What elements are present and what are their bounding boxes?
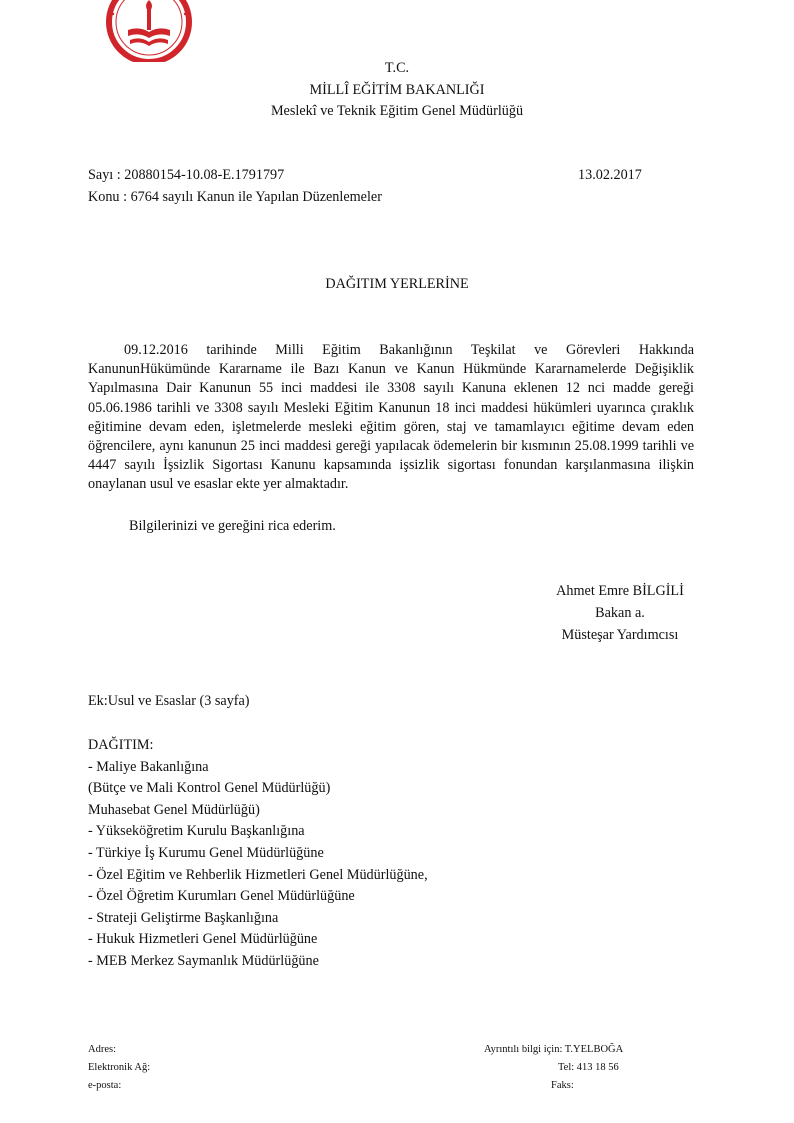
distribution-list	[88, 735, 428, 973]
attachment-note: Ek:Usul ve Esaslar (3 sayfa)	[88, 693, 250, 709]
footer-fax: Faks:	[551, 1080, 574, 1091]
ministry-logo	[104, 0, 194, 62]
footer-contact: Ayrıntılı bilgi için: T.YELBOĞA	[484, 1044, 624, 1055]
directorate-name: Meslekî ve Teknik Eğitim Genel Müdürlüğü	[270, 103, 524, 119]
signatory-role: Bakan a.	[595, 605, 645, 621]
footer-phone: Tel: 413 18 56	[558, 1062, 619, 1073]
ministry-name: MİLLÎ EĞİTİM BAKANLIĞI	[309, 82, 485, 98]
list-item: (Bütçe ve Mali Kontrol Genel Müdürlüğü)	[88, 780, 331, 797]
body-paragraph	[88, 341, 694, 495]
list-item: - Özel Eğitim ve Rehberlik Hizmetleri Genel Müdürlüğüne,	[88, 866, 428, 883]
footer-email: e-posta:	[88, 1080, 122, 1091]
list-item: - Özel Öğretim Kurumları Genel Müdürlüğüne	[88, 888, 355, 905]
distribution-title: DAĞITIM:	[88, 737, 154, 753]
list-item: - Türkiye İş Kurumu Genel Müdürlüğüne	[88, 844, 324, 861]
document-date: 13.02.2017	[578, 167, 642, 183]
list-item: - Hukuk Hizmetleri Genel Müdürlüğüne	[88, 931, 318, 948]
signatory-name: Ahmet Emre BİLGİLİ	[556, 583, 684, 599]
signatory-title: Müsteşar Yardımcısı	[561, 627, 679, 643]
list-item: - Strateji Geliştirme Başkanlığına	[88, 909, 279, 926]
list-item: - Maliye Bakanlığına	[88, 758, 209, 775]
footer-network: Elektronik Ağ:	[88, 1062, 151, 1073]
recipient-title: DAĞITIM YERLERİNE	[325, 276, 469, 292]
document-number: Sayı : 20880154-10.08-E.1791797	[88, 167, 285, 183]
closing-line: Bilgilerinizi ve gereğini rica ederim.	[129, 518, 336, 534]
document-subject: Konu : 6764 sayılı Kanun ile Yapılan Düzenlemeler	[88, 189, 382, 205]
header-tc: T.C.	[384, 60, 410, 76]
list-item: - MEB Merkez Saymanlık Müdürlüğüne	[88, 952, 319, 969]
footer-address: Adres:	[88, 1044, 116, 1055]
ministry-emblem-icon	[104, 0, 194, 62]
list-item: Muhasebat Genel Müdürlüğü)	[88, 801, 260, 818]
body-paragraph-text: 09.12.2016 tarihinde Milli Eğitim Bakanlığının Teşkilat ve Görevleri Hakkında KanununHükümünde Kararname ile Bazı Kanun ve Kanun Hükmünde Kararnamelerde Değişiklik Yapılmasına Dair Kanunun 55 inci maddesi ile 3308 sayılı Kanuna eklenen 12 nci madde gereği 05.06.1986 tarihli ve 3308 sayılı Mesleki Eğitim Kanunun 18 inci maddesi hükümleri uyarınca çıraklık eğitimine devam eden, işletmelerde mesleki eğitim gören, staj ve tamamlayıcı eğitime devam eden öğrencilere, aynı kanunun 25 inci maddesi gereği yapılacak ödemelerin bir kısmının 25.08.1999 tarihli ve 4447 sayılı İşsizlik Sigortası Kanunu kapsamında işsizlik sigortası fonundan karşılanmasına ilişkin onaylanan usul ve esaslar ekte yer almaktadır.	[88, 342, 694, 493]
list-item: - Yükseköğretim Kurulu Başkanlığına	[88, 823, 305, 840]
